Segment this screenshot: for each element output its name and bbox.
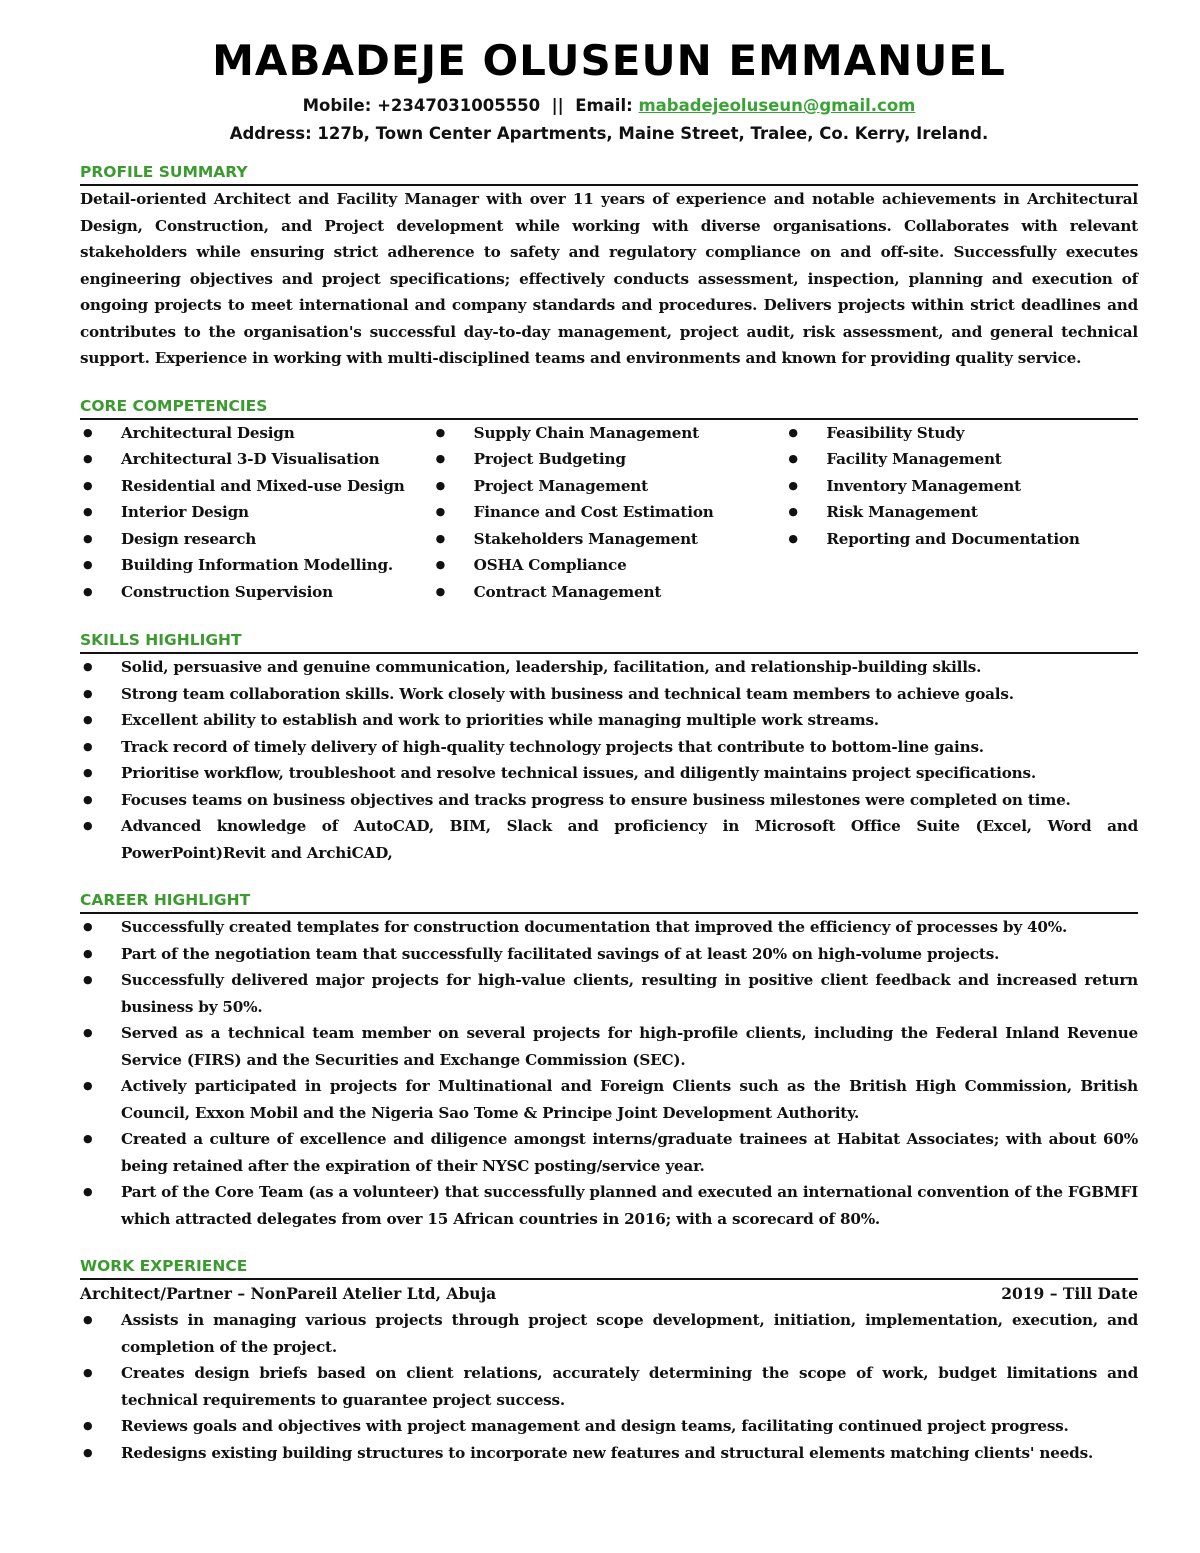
competency-item: ● Architectural 3-D Visualisation — [80, 446, 433, 473]
career-item: ● Served as a technical team member on several projects for high-profile clients, including the Federal Inland Revenue Service (FIRS) and the Securities and Exchange Commission (SEC). — [80, 1020, 1138, 1073]
competency-item: ● Architectural Design — [80, 420, 433, 447]
career-item: ● Part of the negotiation team that successfully facilitated savings of at least 20% on high-volume projects. — [80, 941, 1138, 968]
job-duty-item: ● Reviews goals and objectives with project management and design teams, facilitating continued project progress. — [80, 1413, 1138, 1440]
job-duty-item: ● Assists in managing various projects through project scope development, initiation, implementation, execution, and completion of the project. — [80, 1307, 1138, 1360]
address-line: Address: 127b, Town Center Apartments, Maine Street, Tralee, Co. Kerry, Ireland. — [229, 124, 989, 143]
competency-item: ● Interior Design — [80, 499, 433, 526]
skills-list — [80, 654, 1138, 866]
contact-line — [80, 92, 1138, 120]
competency-item: ● Finance and Cost Estimation — [433, 499, 786, 526]
competencies-columns — [80, 420, 1138, 606]
mobile-number: +2347031005550 — [377, 96, 541, 115]
job-dates: 2019 – Till Date — [1001, 1284, 1138, 1303]
job-duty-item: ● Redesigns existing building structures to incorporate new features and structural elements matching clients' needs. — [80, 1440, 1138, 1467]
career-list — [80, 914, 1138, 1232]
competencies-column-2 — [433, 420, 786, 606]
profile-section — [80, 162, 1138, 372]
competencies-section — [80, 396, 1138, 606]
job-role: Architect/Partner – NonPareil Atelier Ltd, Abuja — [80, 1284, 497, 1303]
competencies-column-3 — [785, 420, 1138, 606]
competencies-column-1 — [80, 420, 433, 606]
competency-item: ● OSHA Compliance — [433, 552, 786, 579]
job-duty-item: ● Creates design briefs based on client relations, accurately determining the scope of work, budget limitations and technical requirements to guarantee project success. — [80, 1360, 1138, 1413]
section-title-profile: PROFILE SUMMARY — [80, 162, 1138, 186]
email-label: Email: — [575, 96, 633, 115]
competency-item: ● Design research — [80, 526, 433, 553]
career-section — [80, 890, 1138, 1232]
competency-item: ● Reporting and Documentation — [785, 526, 1138, 553]
mobile-label: Mobile: — [302, 96, 372, 115]
resume-page — [80, 30, 1138, 1466]
email-link[interactable]: mabadejeoluseun@gmail.com — [638, 96, 916, 115]
competency-item: ● Risk Management — [785, 499, 1138, 526]
competency-item: ● Feasibility Study — [785, 420, 1138, 447]
competency-item: ● Stakeholders Management — [433, 526, 786, 553]
skill-item: ● Excellent ability to establish and work to priorities while managing multiple work streams. — [80, 707, 1138, 734]
career-item: ● Created a culture of excellence and diligence amongst interns/graduate trainees at Habitat Associates; with about 60% being retained after the expiration of their NYSC posting/service year. — [80, 1126, 1138, 1179]
competency-item: ● Facility Management — [785, 446, 1138, 473]
section-title-career: CAREER HIGHLIGHT — [80, 890, 1138, 914]
career-item: ● Successfully created templates for construction documentation that improved the efficiency of processes by 40%. — [80, 914, 1138, 941]
competency-item: ● Construction Supervision — [80, 579, 433, 606]
contact-separator: || — [551, 96, 564, 115]
competency-item: ● Building Information Modelling. — [80, 552, 433, 579]
skill-item: ● Strong team collaboration skills. Work closely with business and technical team members to achieve goals. — [80, 681, 1138, 708]
competency-item: ● Inventory Management — [785, 473, 1138, 500]
section-title-skills: SKILLS HIGHLIGHT — [80, 630, 1138, 654]
work-section — [80, 1256, 1138, 1466]
skill-item: ● Advanced knowledge of AutoCAD, BIM, Slack and proficiency in Microsoft Office Suite (Excel, Word and PowerPoint)Revit and ArchiCAD, — [80, 813, 1138, 866]
job-duties-list — [80, 1307, 1138, 1466]
skill-item: ● Track record of timely delivery of high-quality technology projects that contribute to bottom-line gains. — [80, 734, 1138, 761]
skill-item: ● Focuses teams on business objectives and tracks progress to ensure business milestones were completed on time. — [80, 787, 1138, 814]
skills-section — [80, 630, 1138, 866]
skill-item: ● Prioritise workflow, troubleshoot and resolve technical issues, and diligently maintains project specifications. — [80, 760, 1138, 787]
competency-item: ● Project Management — [433, 473, 786, 500]
career-item: ● Successfully delivered major projects for high-value clients, resulting in positive client feedback and increased return business by 50%. — [80, 967, 1138, 1020]
competency-item: ● Project Budgeting — [433, 446, 786, 473]
career-item: ● Part of the Core Team (as a volunteer) that successfully planned and executed an international convention of the FGBMFI which attracted delegates from over 15 African countries in 2016; with a scorecard of 80%. — [80, 1179, 1138, 1232]
section-title-competencies: CORE COMPETENCIES — [80, 396, 1138, 420]
career-item: ● Actively participated in projects for Multinational and Foreign Clients such as the British High Commission, British Council, Exxon Mobil and the Nigeria Sao Tome & Principe Joint Development Authority. — [80, 1073, 1138, 1126]
candidate-name: MABADEJE OLUSEUN EMMANUEL — [212, 36, 1006, 85]
job-heading — [80, 1280, 1138, 1307]
section-title-work: WORK EXPERIENCE — [80, 1256, 1138, 1280]
competency-item: ● Supply Chain Management — [433, 420, 786, 447]
competency-item: ● Residential and Mixed-use Design — [80, 473, 433, 500]
competency-item: ● Contract Management — [433, 579, 786, 606]
skill-item: ● Solid, persuasive and genuine communication, leadership, facilitation, and relationship-building skills. — [80, 654, 1138, 681]
profile-text: Detail-oriented Architect and Facility Manager with over 11 years of experience and notable achievements in Architectural Design, Construction, and Project development while working with diverse organisations. Collaborates with relevant stakeholders while ensuring strict adherence to safety and regulatory compliance on and off-site. Successfully executes engineering objectives and project specifications; effectively conducts assessment, inspection, planning and execution of ongoing projects to meet international and company standards and procedures. Delivers projects within strict deadlines and contributes to the organisation's successful day-to-day management, project audit, risk assessment, and general technical support. Experience in working with multi-disciplined teams and environments and known for providing quality service. — [80, 190, 1138, 367]
